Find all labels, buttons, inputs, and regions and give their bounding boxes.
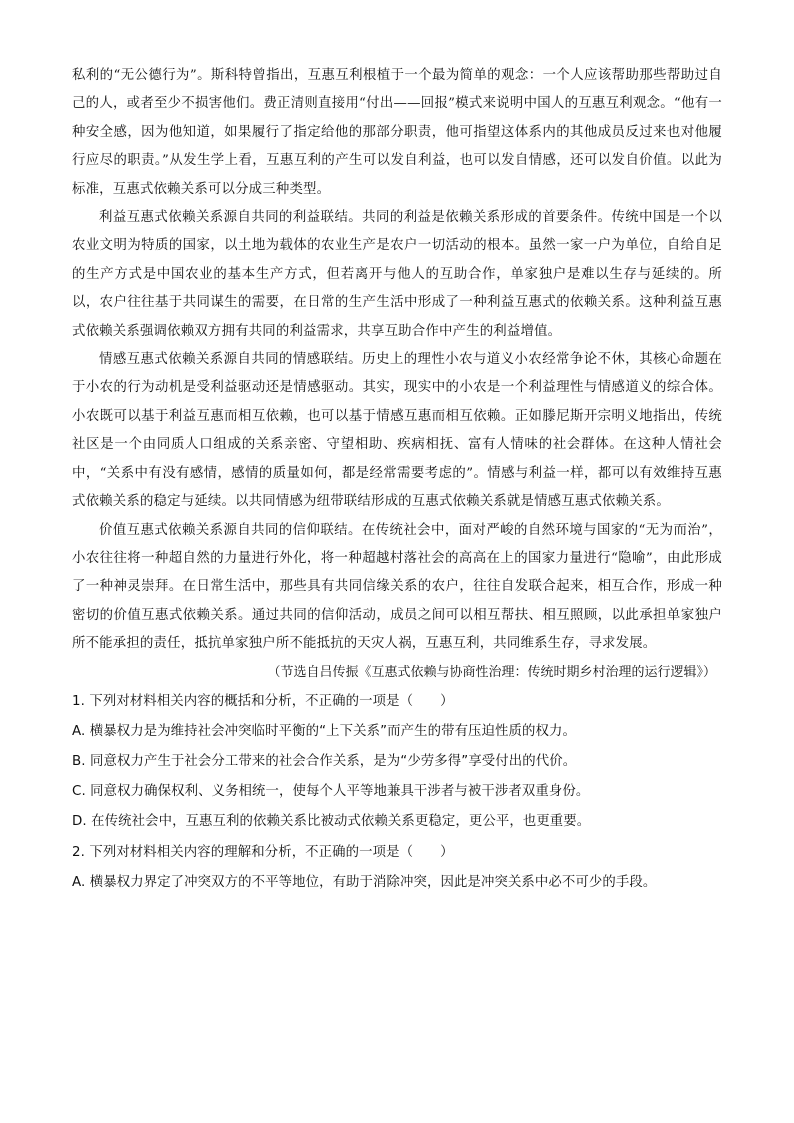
article-paragraph-1: 私利的“无公德行为”。斯科特曾指出，互惠互利根植于一个最为简单的观念：一个人应该帮助那些帮助过自己的人，或者至少不损害他们。费正清则直接用“付出——回报”模式来说明中国人的互惠互利观念。“他有一种安全感，因为他知道，如果履行了指定给他的那部分职责，他可指望这体系内的其他成员反过来也对他履行应尽的职责。”从发生学上看，互惠互利的产生可以发自利益，也可以发自情感，还可以发自价值。以此为标准，互惠式依赖关系可以分成三种类型。: [72, 68, 722, 197]
article-source: （节选自吕传振《互惠式依赖与协商性治理：传统时期乡村治理的运行逻辑》）: [267, 664, 716, 680]
article-paragraph-3: 情感互惠式依赖关系源自共同的情感联结。历史上的理性小农与道义小农经常争论不休，其核心命题在于小农的行为动机是受利益驱动还是情感驱动。其实，现实中的小农是一个利益理性与情感道义的综合体。小农既可以基于利益互惠而相互依赖，也可以基于情感互惠而相互依赖。正如滕尼斯开宗明义地指出，传统社区是一个由同质人口组成的关系亲密、守望相助、疾病相抚、富有人情味的社会群体。在这种人情社会中，“关系中有没有感情，感情的质量如何，都是经常需要考虑的”。情感与利益一样，都可以有效维持互惠式依赖关系的稳定与延续。以共同情感为纽带联结形成的互惠式依赖关系就是情感互惠式依赖关系。: [72, 352, 722, 510]
question-option: C. 同意权力确保权利、义务相统一，使每个人平等地兼具干涉者与被干涉者双重身份。: [72, 784, 590, 800]
question-option: D. 在传统社会中，互惠互利的依赖关系比被动式依赖关系更稳定，更公平，也更重要。: [72, 814, 591, 830]
question-stem: 2. 下列对材料相关内容的理解和分析，不正确的一项是（ ）: [72, 844, 454, 860]
article-paragraph-4: 价值互惠式依赖关系源自共同的信仰联结。在传统社会中，面对严峻的自然环境与国家的“无为而治”，小农往往将一种超自然的力量进行外化，将一种超越村落社会的高高在上的国家力量进行“隐喻”，由此形成了一种神灵崇拜。在日常生活中，那些具有共同信缘关系的农户，往往自发联合起来，相互合作，形成一种密切的价值互惠式依赖关系。通过共同的信仰活动，成员之间可以相互帮扶、相互照顾，以此承担单家独户所不能承担的责任，抵抗单家独户所不能抵抗的天灾人祸，互惠互利，共同维系生存，寻求发展。: [72, 522, 722, 652]
question-option: A. 横暴权力是为维持社会冲突临时平衡的“上下关系”而产生的带有压迫性质的权力。: [72, 723, 576, 739]
question-option: B. 同意权力产生于社会分工带来的社会合作关系，是为“少劳多得”享受付出的代价。: [72, 753, 577, 769]
article-paragraph-2: 利益互惠式依赖关系源自共同的利益联结。共同的利益是依赖关系形成的首要条件。传统中国是一个以农业文明为特质的国家，以土地为载体的农业生产是农户一切活动的根本。虽然一家一户为单位，自给自足的生产方式是中国农业的基本生产方式，但若离开与他人的互助合作，单家独户是难以生存与延续的。所以，农户往往基于共同谋生的需要，在日常的生产生活中形成了一种利益互惠式的依赖关系。这种利益互惠式依赖关系强调依赖双方拥有共同的利益需求，共享互助合作中产生的利益增值。: [72, 210, 722, 339]
question-1: [72, 687, 722, 838]
question-2: [72, 838, 722, 898]
question-stem: 1. 下列对材料相关内容的概括和分析，不正确的一项是（ ）: [72, 693, 454, 709]
question-option: A. 横暴权力界定了冲突双方的不平等地位，有助于消除冲突，因此是冲突关系中必不可少的手段。: [72, 874, 657, 890]
document-page: [72, 62, 722, 898]
